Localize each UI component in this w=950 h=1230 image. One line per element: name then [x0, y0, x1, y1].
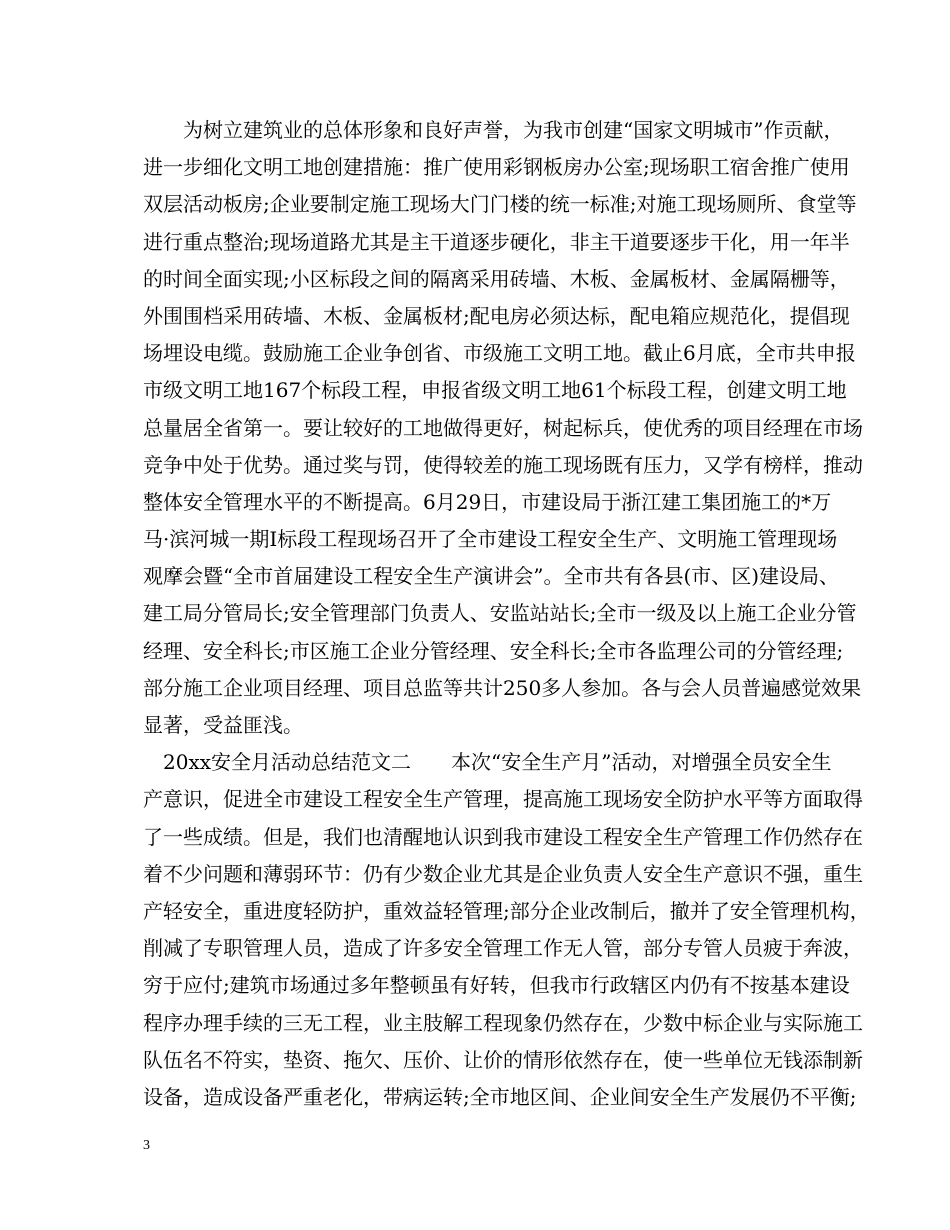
text-line: 设备，造成设备严重老化，带病运转;全市地区间、企业间安全生产发展仍不平衡;	[143, 1084, 857, 1109]
text-line: 着不少问题和薄弱环节：仍有少数企业尤其是企业负责人安全生产意识不强，重生	[143, 861, 863, 886]
text-line: 部分施工企业项目经理、项目总监等共计250多人参加。各与会人员普遍感觉效果	[143, 675, 862, 700]
text-line: 整体安全管理水平的不断提高。6月29日，市建设局于浙江建工集团施工的*万	[143, 489, 832, 514]
text-line: 穷于应付;建筑市场通过多年整顿虽有好转，但我市行政辖区内仍有不按基本建设	[143, 973, 850, 998]
text-line: 外围围档采用砖墙、木板、金属板材;配电房必须达标，配电箱应规范化，提倡现	[143, 303, 850, 328]
text-line: 显著，受益匪浅。	[143, 713, 303, 737]
text-line: 观摩会暨“全市首届建设工程安全生产演讲会”。全市共有各县(市、区)建设局、	[143, 564, 840, 589]
text-line: 为树立建筑业的总体形象和良好声誉，为我市创建“国家文明城市”作贡献，	[143, 118, 844, 142]
text-line: 产意识，促进全市建设工程安全生产管理，提高施工现场安全防护水平等方面取得	[143, 787, 863, 812]
text-line: 马·滨河城一期Ⅰ标段工程现场召开了全市建设工程安全生产、文明施工管理现场	[143, 527, 838, 552]
text-line: 削减了专职管理人员，造成了许多安全管理工作无人管，部分专管人员疲于奔波，	[143, 936, 863, 961]
text-line: 竞争中处于优势。通过奖与罚，使得较差的施工现场既有压力，又学有榜样，推动	[143, 452, 863, 477]
text-line: 经理、安全科长;市区施工企业分管经理、安全科长;全市各监理公司的分管经理;	[143, 638, 844, 663]
text-line: 产轻安全，重进度轻防护，重效益轻管理;部分企业改制后，撤并了安全管理机构，	[143, 898, 870, 923]
text-line: 总量居全省第一。要让较好的工地做得更好，树起标兵，使优秀的项目经理在市场	[143, 415, 863, 440]
document-body	[143, 112, 870, 1116]
text-line: 进行重点整治;现场道路尤其是主干道逐步硬化，非主干道要逐步干化，用一年半	[143, 229, 850, 254]
text-line: 市级文明工地167个标段工程，申报省级文明工地61个标段工程，创建文明工地	[143, 378, 847, 403]
text-line: 队伍名不符实，垫资、拖欠、压价、让价的情形依然存在，使一些单位无钱添制新	[143, 1047, 863, 1072]
text-line: 程序办理手续的三无工程，业主肢解工程现象仍然存在，少数中标企业与实际施工	[143, 1010, 863, 1035]
page-number: 3	[143, 1138, 150, 1153]
text-line: 场埋设电缆。鼓励施工企业争创省、市级施工文明工地。截止6月底，全市共申报	[143, 341, 856, 366]
section-heading-line: 20xx安全月活动总结范文二 本次“安全生产月”活动，对增强全员安全生	[143, 750, 832, 775]
text-line: 双层活动板房;企业要制定施工现场大门门楼的统一标准;对施工现场厕所、食堂等	[143, 192, 857, 217]
text-line: 的时间全面实现;小区标段之间的隔离采用砖墙、木板、金属板材、金属隔栅等，	[143, 266, 850, 291]
text-line: 进一步细化文明工地创建措施：推广使用彩钢板房办公室;现场职工宿舍推广使用	[143, 155, 850, 180]
text-line: 建工局分管局长;安全管理部门负责人、安监站站长;全市一级及以上施工企业分管	[143, 601, 857, 626]
text-line: 了一些成绩。但是，我们也清醒地认识到我市建设工程安全生产管理工作仍然存在	[143, 824, 863, 849]
